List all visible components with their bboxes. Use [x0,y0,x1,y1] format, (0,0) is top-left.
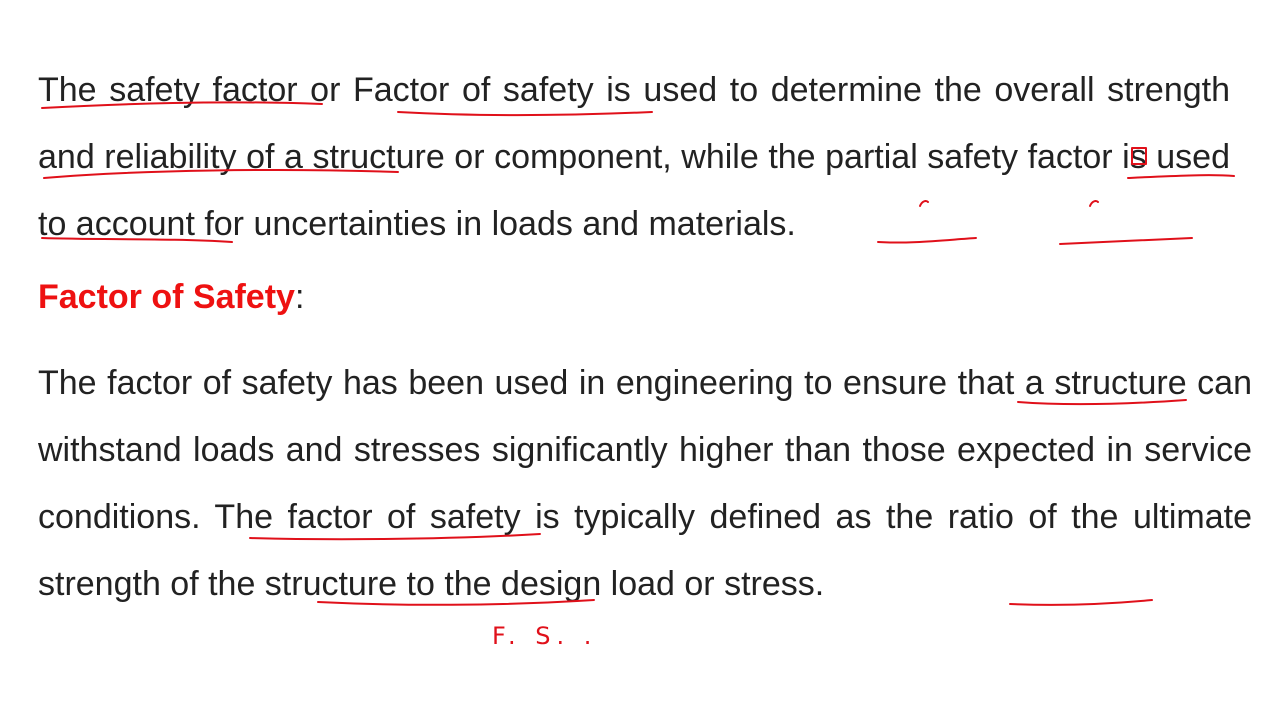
handwritten-fs-note: F. S. . [492,622,598,650]
heading-colon: : [294,278,305,316]
heading-title: Factor of Safety [38,278,295,316]
section-heading [38,272,304,322]
intro-paragraph: The safety factor or Factor of safety is used to determine the overall strength and reliability of a structure or component, while the partial safety factor is used to account for uncertainties in loads and materials. [38,71,1230,243]
definition-paragraph: The factor of safety has been used in engineering to ensure that a structure can withstand loads and stresses significantly higher than those expected in service conditions. The factor of safety is typically defined as the ratio of the ultimate strength of the structure to the design load or stress. [38,364,1252,603]
